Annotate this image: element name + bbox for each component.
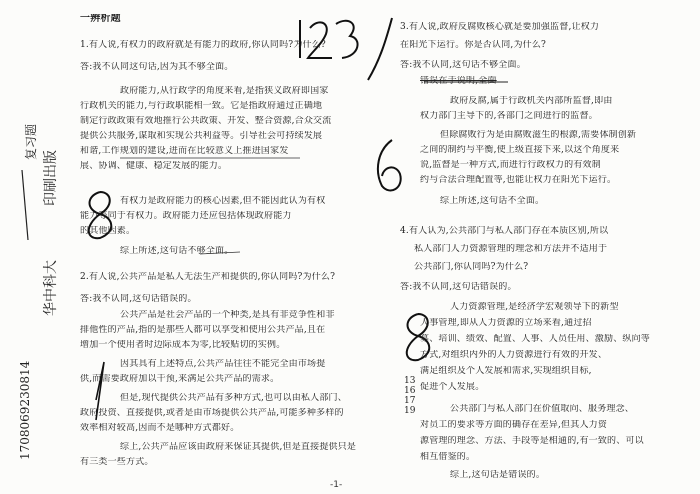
grade-q1 <box>92 196 93 197</box>
answer-line: 综上,公共产品应该由政府来保证其提供,但是直接提供只是 <box>120 442 357 452</box>
subscore: 19 <box>404 406 416 416</box>
section-heading: 一辨析题 <box>80 14 121 24</box>
answer-line: 但是,现代提供公共产品有多种方式,也可以由私人部门、 <box>120 393 347 403</box>
answer-line: 制定行政政策有效地推行公共政策、开发、整合资源,合众交流 <box>80 116 332 126</box>
answer-line: 权力部门主导下的,各部门之间进行的监督。 <box>420 111 598 121</box>
question-2-prompt: 2.有人说,公共产品是私人无法生产和提供的,你认同吗?为什么? <box>80 272 336 282</box>
question-4-prompt: 4.有人认为,公共部门与私人部门存在本质区别,所以 <box>400 226 609 236</box>
question-4-prompt-cont: 公共部门,你认同吗?为什么? <box>414 262 529 272</box>
answer-line: 相互借鉴的。 <box>420 452 476 462</box>
answer-line: 募、培训、绩效、配置、人事、人员任用、激励、纵向等 <box>420 334 651 344</box>
answer-line: 说,监督是一种方式,而进行行政权力的有效制 <box>420 160 601 170</box>
answer-line: 有权力是政府能力的核心因素,但不能因此认为有权 <box>120 196 326 206</box>
answer-line: 公共部门与私人部门在价值取向、服务理念、 <box>450 404 635 414</box>
subscore: 17 <box>404 396 416 406</box>
answer-line: 之间的制约与平衡,使上级直接下来,以这个角度来 <box>420 145 620 155</box>
margin-note-signature: 印刷出版 <box>43 150 59 206</box>
question-2-answer: 答:我不认同,这句话错误的。 <box>80 294 197 304</box>
question-3-prompt: 3.有人说,政府反腐败核心就是要加强监督,让权力 <box>400 22 600 32</box>
subscore: 16 <box>404 386 416 396</box>
question-1-prompt: 1.有人说,有权力的政府就是有能力的政府,你认同吗?为什么? <box>80 40 326 50</box>
subscore: 13 <box>404 376 416 386</box>
question-3-answer: 答:我不认同,这句话不够全面。 <box>400 60 526 70</box>
answer-line: 对员工的要求等方面的确存在差异,但其人力资 <box>420 420 608 430</box>
answer-line: 增加一个使用者时边际成本为零,比较贴切的实例。 <box>80 340 286 350</box>
answer-conclusion: 综上所述,这句话不全面。 <box>440 196 545 206</box>
answer-line: 排他性的产品,指的是那些人都可以享受和使用公共产品,且在 <box>80 325 326 335</box>
answer-line: 供,而需要政府加以干预,来满足公共产品的需求。 <box>80 374 280 384</box>
question-3-prompt-cont: 在阳光下运行。你是否认同,为什么? <box>400 40 547 50</box>
answer-line: 行政机关的能力,与行政职能相一致。它是指政府通过正确地 <box>80 101 323 111</box>
answer-conclusion: 综上所述,这句话不够全面。 <box>120 246 234 256</box>
subscore-list <box>404 376 415 416</box>
answer-line: 和谐,工作规划的建设,进而在比较意义上推进国家发 <box>80 146 289 156</box>
answer-line: 方式,对组织内外的人力资源进行有效的开发、 <box>420 350 608 360</box>
answer-line: 促进个人发展。 <box>420 382 485 392</box>
answer-line: 但除腐败行为是由腐败滋生的根源,需要体制创新 <box>440 130 637 140</box>
answer-line: 政府能力,从行政学的角度来看,是指狭义政府即国家 <box>120 86 329 96</box>
answer-line: 展、协调、健康、稳定发展的能力。 <box>80 161 228 171</box>
answer-line: 因其具有上述特点,公共产品往往不能完全由市场提 <box>120 359 326 369</box>
crossed-out-line: 错误在于说明,全面 <box>420 76 497 86</box>
margin-note-university: 华中科大 <box>43 260 59 316</box>
answer-line: 效率相对较高,因而不是哪种方式都好。 <box>80 423 240 433</box>
answer-line: 源管理的理念、方法、手段等是相通的,有一致的、可以 <box>420 436 644 446</box>
answer-line: 有三类一些方式。 <box>80 457 154 467</box>
answer-line: 能力等同于有权力。政府能力还应包括体现政府能力 <box>80 211 292 221</box>
question-4-answer: 答:我不认同,这句话错误的。 <box>400 282 517 292</box>
answer-line: 人力资源管理,是经济学宏观领导下的新型 <box>450 302 619 312</box>
question-1-answer: 答:我不认同这句话,因为其不够全面。 <box>80 62 234 72</box>
page-number: -1- <box>330 480 343 490</box>
question-4-prompt-cont: 私人部门人力资源管理的理念和方法并不适用于 <box>414 244 608 254</box>
grade-q4 <box>410 318 411 319</box>
grade-top <box>296 12 297 13</box>
answer-line: 提供公共服务,谋取和实现公共利益等。引导社会可持续发展 <box>80 131 323 141</box>
answer-line: 政府反腐,属于行政机关内部所监督,即由 <box>450 96 613 106</box>
answer-line: 公共产品是社会产品的一个种类,是具有非竞争性和非 <box>120 310 335 320</box>
margin-student-id: 1708069230814 <box>18 360 32 460</box>
answer-conclusion: 综上,这句话是错误的。 <box>450 470 546 480</box>
answer-line: 政府投资、直接提供,或者是由市场提供公共产品,可能多种多样的 <box>80 408 344 418</box>
answer-line: 满足组织及个人发展和需求,实现组织目标, <box>420 366 592 376</box>
answer-line: 的其他因素。 <box>80 226 136 236</box>
answer-line: 约与合法合理配置等,也能让权力在阳光下运行。 <box>420 175 617 185</box>
grade-q3 <box>384 150 385 151</box>
answer-line: 人事管理,即从人力资源的立场来看,通过招 <box>420 318 592 328</box>
margin-note-title: 复习题 <box>24 123 38 160</box>
